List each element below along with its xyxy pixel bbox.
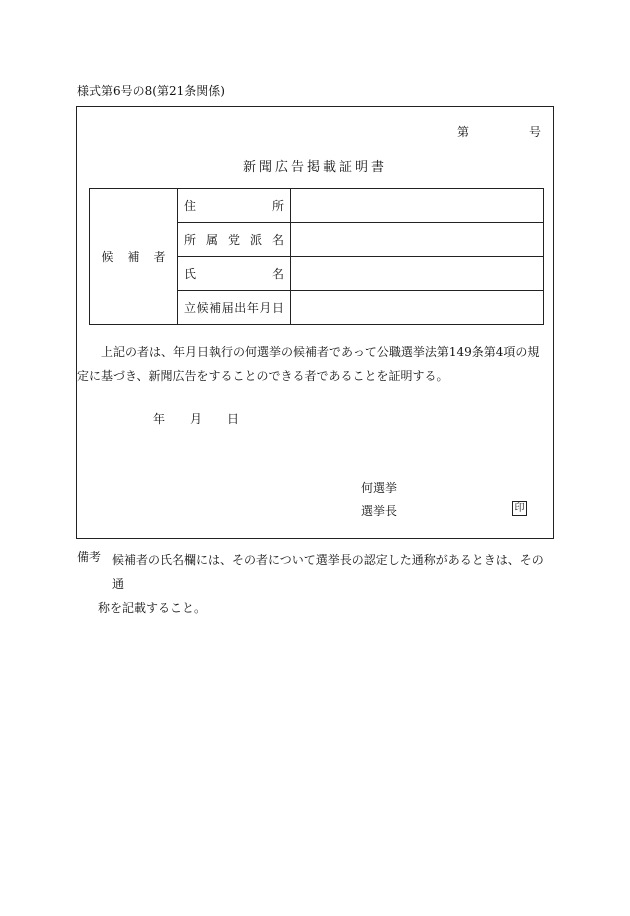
row-label-char: 所: [271, 199, 284, 213]
note-text: [98, 548, 552, 620]
certification-line-1: 上記の者は、年月日執行の何選挙の候補者であって公職選挙法第149条第4項の規: [101, 345, 540, 359]
doc-number-prefix: 第: [457, 125, 470, 139]
signature-election: 何選挙: [361, 481, 398, 495]
candidate-group-cell: [90, 189, 178, 325]
row-label-party: [178, 223, 291, 257]
row-value-party[interactable]: [291, 223, 544, 257]
row-label-char: 候: [196, 301, 209, 315]
row-label-char: 月: [259, 301, 272, 315]
candidate-group-label: 候補者: [101, 250, 180, 264]
row-label-char: 属: [205, 233, 218, 247]
date-day: 日: [227, 412, 240, 426]
row-label-char: 派: [249, 233, 262, 247]
row-value-filing-date[interactable]: [291, 291, 544, 325]
form-number: 様式第6号の8(第21条関係): [77, 84, 225, 98]
row-value-address[interactable]: [291, 189, 544, 223]
row-label-char: 届: [221, 301, 234, 315]
row-label-char: 出: [234, 301, 247, 315]
certification-text: [77, 340, 544, 388]
note-line-1: 候補者の氏名欄には、その者について選挙長の認定した通称があるときは、その通: [112, 553, 544, 591]
date-year: 年: [153, 412, 166, 426]
row-label-address: [178, 189, 291, 223]
candidate-table: [89, 188, 544, 325]
row-label-char: 氏: [184, 267, 197, 281]
document-title: 新聞広告掲載証明書: [242, 160, 387, 175]
row-label-char: 補: [209, 301, 222, 315]
doc-number-suffix: 号: [529, 125, 542, 139]
certification-line-2: 定に基づき、新聞広告をすることのできる者であることを証明する。: [77, 369, 449, 383]
row-label-char: 党: [227, 233, 240, 247]
signature-manager: 選挙長: [361, 504, 398, 518]
note-heading: 備考: [77, 550, 102, 564]
row-label-filing-date: [178, 291, 291, 325]
row-value-name[interactable]: [291, 257, 544, 291]
seal-mark: 印: [512, 501, 527, 516]
date-month: 月: [190, 412, 203, 426]
row-label-char: 日: [271, 301, 284, 315]
row-label-char: 年: [246, 301, 259, 315]
note-line-2: 称を記載すること。: [98, 601, 207, 615]
table-row: [90, 189, 544, 223]
row-label-char: 住: [184, 199, 197, 213]
row-label-char: 立: [184, 301, 197, 315]
row-label-char: 名: [271, 267, 284, 281]
row-label-name: [178, 257, 291, 291]
row-label-char: 所: [184, 233, 197, 247]
row-label-char: 名: [271, 233, 284, 247]
